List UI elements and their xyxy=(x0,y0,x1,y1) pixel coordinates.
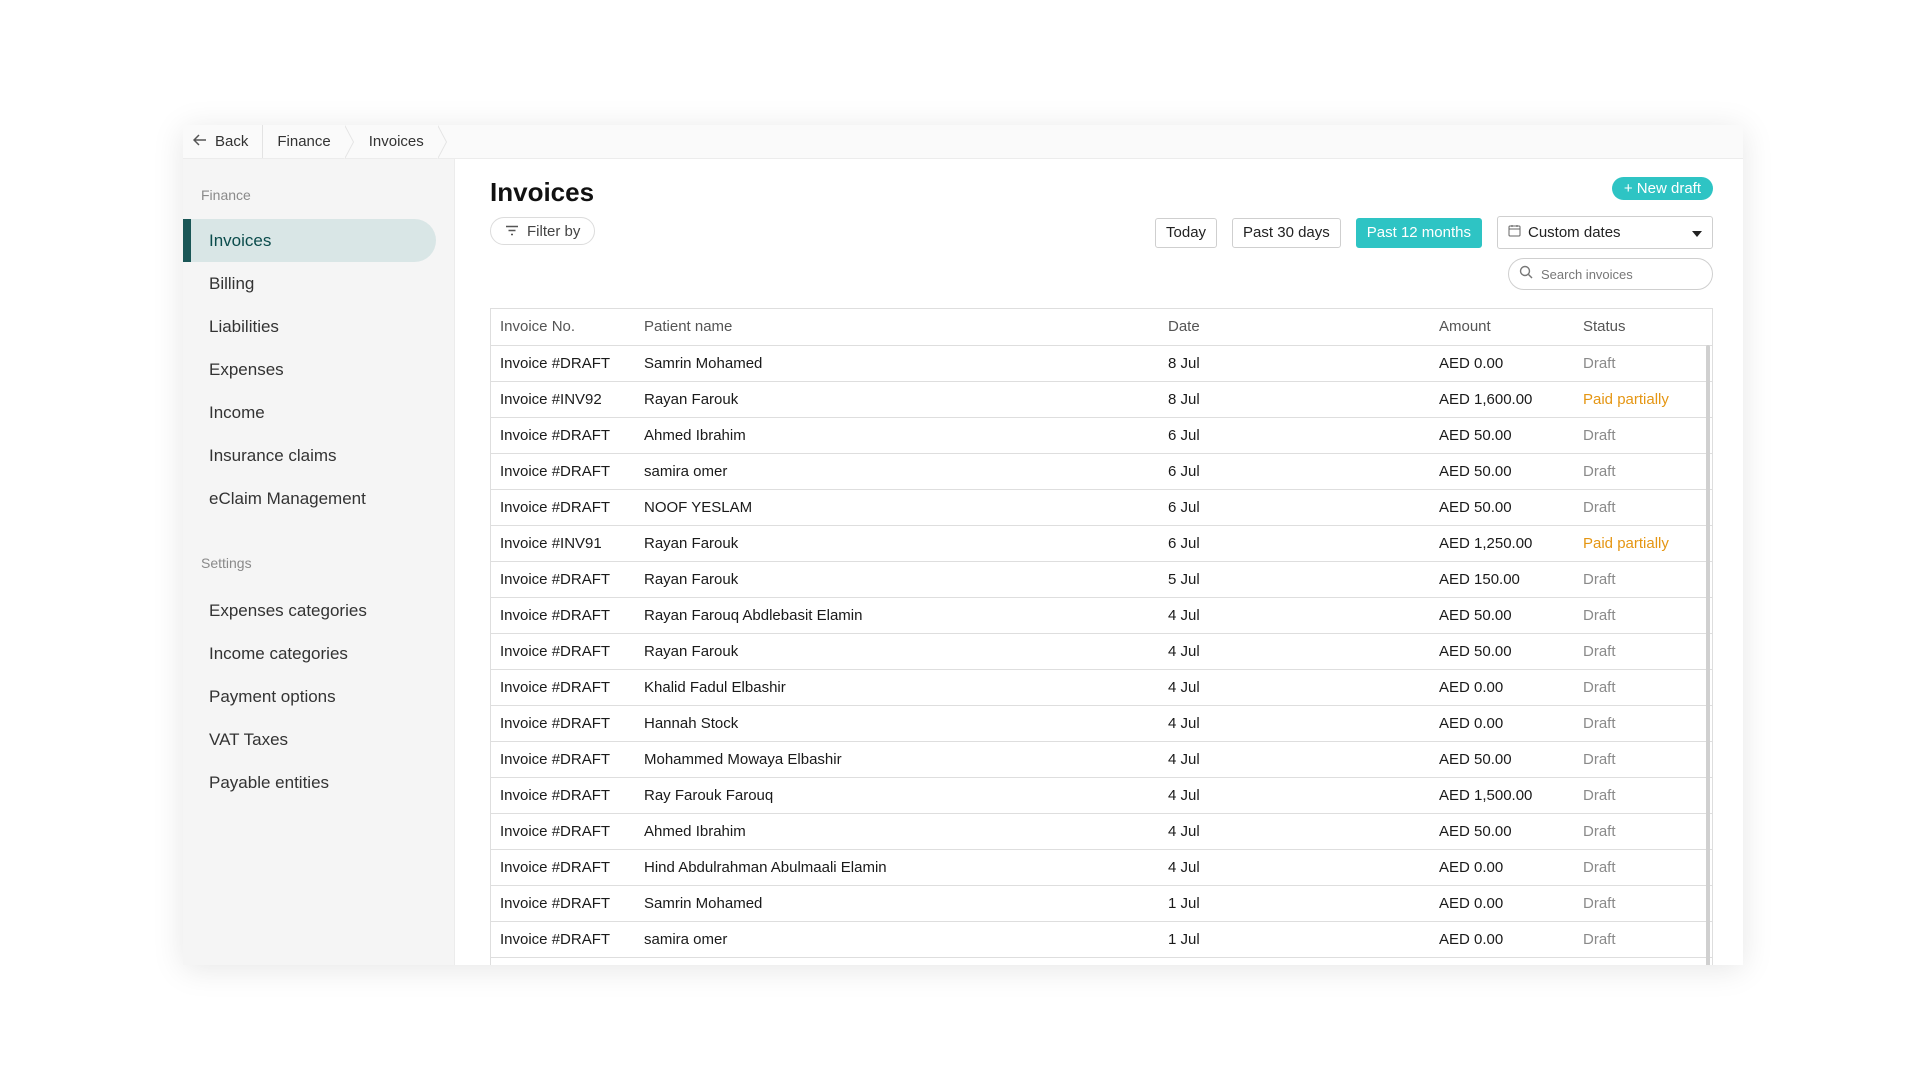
cell-date: 4 Jul xyxy=(1159,705,1430,741)
cell-patient-name: Rayan Farouk xyxy=(635,633,1159,669)
sidebar-section-settings: Settings xyxy=(201,555,252,571)
cell-amount: AED 0.00 xyxy=(1430,669,1574,705)
cell-invoice-no: Invoice #DRAFT xyxy=(491,849,635,885)
column-header-date[interactable]: Date xyxy=(1159,309,1430,345)
cell-invoice-no: Invoice #DRAFT xyxy=(491,669,635,705)
custom-dates-dropdown[interactable] xyxy=(1497,216,1713,249)
cell-amount: AED 50.00 xyxy=(1430,489,1574,525)
table-row[interactable] xyxy=(491,417,1712,453)
column-header-invoice-no[interactable]: Invoice No. xyxy=(491,309,635,345)
cell-patient-name: Ahmed Ibrahim xyxy=(635,417,1159,453)
cell-status: Draft xyxy=(1574,921,1712,957)
new-draft-button[interactable]: + New draft xyxy=(1612,177,1713,200)
filter-icon xyxy=(505,223,519,240)
breadcrumb-item-finance[interactable] xyxy=(263,125,344,158)
cell-patient-name: Samrin Mohamed xyxy=(635,345,1159,381)
cell-patient-name: Ray Farouk Farouq xyxy=(635,777,1159,813)
cell-amount: AED 0.00 xyxy=(1430,705,1574,741)
breadcrumb-label: Invoices xyxy=(368,133,424,150)
cell-amount: AED 50.00 xyxy=(1430,453,1574,489)
sidebar-item-income-categories[interactable]: Income categories xyxy=(209,643,348,663)
cell-date: 1 Jul xyxy=(1159,885,1430,921)
sidebar-item-income[interactable]: Income xyxy=(209,402,265,422)
app-window xyxy=(183,125,1743,965)
invoices-table xyxy=(490,308,1713,965)
search-box xyxy=(1508,258,1713,290)
date-filter-past-12-months[interactable]: Past 12 months xyxy=(1356,218,1482,248)
cell-invoice-no: Invoice #DRAFT xyxy=(491,633,635,669)
settings-nav xyxy=(183,589,454,804)
cell-invoice-no: Invoice #DRAFT xyxy=(491,741,635,777)
cell-invoice-no: Invoice #DRAFT xyxy=(491,561,635,597)
cell-status: Draft xyxy=(1574,597,1712,633)
cell-patient-name: Rayan Farouk xyxy=(635,561,1159,597)
table-body xyxy=(491,345,1712,957)
cell-amount: AED 50.00 xyxy=(1430,597,1574,633)
cell-status: Draft xyxy=(1574,489,1712,525)
cell-status: Draft xyxy=(1574,669,1712,705)
cell-invoice-no: Invoice #DRAFT xyxy=(491,885,635,921)
cell-invoice-no: Invoice #DRAFT xyxy=(491,705,635,741)
table-row[interactable] xyxy=(491,561,1712,597)
filter-by-button[interactable] xyxy=(490,217,595,245)
cell-amount: AED 1,500.00 xyxy=(1430,777,1574,813)
cell-status: Draft xyxy=(1574,777,1712,813)
sidebar-item-billing[interactable]: Billing xyxy=(209,273,255,293)
cell-status: Draft xyxy=(1574,705,1712,741)
breadcrumb-item-invoices[interactable] xyxy=(345,125,438,158)
cell-patient-name: Mohammed Mowaya Elbashir xyxy=(635,741,1159,777)
date-filter-past-30-days[interactable]: Past 30 days xyxy=(1232,218,1341,248)
cell-status: Draft xyxy=(1574,345,1712,381)
sidebar-item-invoices[interactable]: Invoices xyxy=(183,219,436,262)
cell-amount: AED 50.00 xyxy=(1430,741,1574,777)
sidebar-item-payment-options[interactable]: Payment options xyxy=(209,686,336,706)
search-input[interactable] xyxy=(1541,267,1691,282)
cell-patient-name: Rayan Farouk xyxy=(635,381,1159,417)
cell-status: Draft xyxy=(1574,849,1712,885)
table-row[interactable] xyxy=(491,705,1712,741)
cell-patient-name: Samrin Mohamed xyxy=(635,885,1159,921)
sidebar xyxy=(183,159,455,965)
cell-date: 1 Jul xyxy=(1159,921,1430,957)
table-row[interactable] xyxy=(491,381,1712,417)
cell-date: 4 Jul xyxy=(1159,813,1430,849)
cell-status: Draft xyxy=(1574,813,1712,849)
table-row[interactable] xyxy=(491,345,1712,381)
date-filter-today[interactable]: Today xyxy=(1155,218,1217,248)
cell-status: Draft xyxy=(1574,561,1712,597)
table-row[interactable] xyxy=(491,849,1712,885)
sidebar-item-expenses-categories[interactable]: Expenses categories xyxy=(209,600,367,620)
calendar-icon xyxy=(1508,224,1521,241)
sidebar-item-insurance-claims[interactable]: Insurance claims xyxy=(209,445,337,465)
cell-amount: AED 50.00 xyxy=(1430,813,1574,849)
cell-patient-name: samira omer xyxy=(635,453,1159,489)
table-row[interactable] xyxy=(491,885,1712,921)
breadcrumb-label: Finance xyxy=(277,133,331,150)
arrow-left-icon xyxy=(193,133,207,150)
cell-date: 6 Jul xyxy=(1159,453,1430,489)
cell-invoice-no: Invoice #DRAFT xyxy=(491,489,635,525)
column-header-status[interactable]: Status xyxy=(1574,309,1712,345)
cell-patient-name: Rayan Farouq Abdlebasit Elamin xyxy=(635,597,1159,633)
table-row[interactable] xyxy=(491,489,1712,525)
cell-amount: AED 50.00 xyxy=(1430,417,1574,453)
cell-invoice-no: Invoice #DRAFT xyxy=(491,597,635,633)
cell-patient-name: Khalid Fadul Elbashir xyxy=(635,669,1159,705)
cell-status: Paid partially xyxy=(1574,381,1712,417)
back-button[interactable] xyxy=(183,125,263,158)
page-title: Invoices xyxy=(490,177,595,207)
table-row[interactable] xyxy=(491,669,1712,705)
finance-nav xyxy=(183,219,454,520)
cell-amount: AED 0.00 xyxy=(1430,849,1574,885)
sidebar-item-payable-entities[interactable]: Payable entities xyxy=(209,772,330,792)
table-row[interactable] xyxy=(491,741,1712,777)
cell-date: 5 Jul xyxy=(1159,561,1430,597)
cell-status: Draft xyxy=(1574,741,1712,777)
cell-invoice-no: Invoice #DRAFT xyxy=(491,777,635,813)
cell-amount: AED 0.00 xyxy=(1430,921,1574,957)
cell-status: Draft xyxy=(1574,417,1712,453)
cell-status: Draft xyxy=(1574,453,1712,489)
cell-date: 4 Jul xyxy=(1159,741,1430,777)
cell-patient-name: Rayan Farouk xyxy=(635,525,1159,561)
table-header-row xyxy=(491,309,1712,345)
filter-label: Filter by xyxy=(527,222,581,240)
table-row[interactable] xyxy=(491,525,1712,561)
table-row[interactable] xyxy=(491,921,1712,957)
table-row[interactable] xyxy=(491,453,1712,489)
cell-patient-name: Hind Abdulrahman Abulmaali Elamin xyxy=(635,849,1159,885)
column-header-patient-name[interactable]: Patient name xyxy=(635,309,1159,345)
custom-dates-label: Custom dates xyxy=(1528,224,1621,241)
cell-patient-name: Ahmed Ibrahim xyxy=(635,813,1159,849)
cell-amount: AED 1,250.00 xyxy=(1430,525,1574,561)
cell-date: 4 Jul xyxy=(1159,633,1430,669)
main-content xyxy=(455,159,1743,965)
cell-amount: AED 50.00 xyxy=(1430,633,1574,669)
cell-invoice-no: Invoice #INV91 xyxy=(491,525,635,561)
cell-invoice-no: Invoice #DRAFT xyxy=(491,813,635,849)
back-label: Back xyxy=(215,133,249,150)
table-row[interactable] xyxy=(491,633,1712,669)
cell-invoice-no: Invoice #DRAFT xyxy=(491,417,635,453)
caret-down-icon xyxy=(1692,224,1702,241)
column-header-amount[interactable]: Amount xyxy=(1430,309,1574,345)
cell-invoice-no: Invoice #DRAFT xyxy=(491,453,635,489)
sidebar-section-finance: Finance xyxy=(201,187,251,203)
sidebar-item-eclaim-management[interactable]: eClaim Management xyxy=(209,488,366,508)
cell-date: 8 Jul xyxy=(1159,381,1430,417)
table-row[interactable] xyxy=(491,813,1712,849)
cell-status: Draft xyxy=(1574,885,1712,921)
cell-amount: AED 1,600.00 xyxy=(1430,381,1574,417)
sidebar-item-vat-taxes[interactable]: VAT Taxes xyxy=(209,729,289,749)
sidebar-item-liabilities[interactable]: Liabilities xyxy=(209,316,279,336)
cell-amount: AED 150.00 xyxy=(1430,561,1574,597)
cell-date: 4 Jul xyxy=(1159,777,1430,813)
sidebar-item-expenses[interactable]: Expenses xyxy=(209,359,284,379)
date-range-filters xyxy=(1155,216,1713,249)
cell-date: 6 Jul xyxy=(1159,489,1430,525)
cell-date: 6 Jul xyxy=(1159,525,1430,561)
cell-patient-name: samira omer xyxy=(635,921,1159,957)
cell-patient-name: NOOF YESLAM xyxy=(635,489,1159,525)
table-row[interactable] xyxy=(491,777,1712,813)
scrollbar[interactable] xyxy=(1706,345,1710,965)
breadcrumb xyxy=(183,125,1743,159)
cell-date: 4 Jul xyxy=(1159,849,1430,885)
cell-invoice-no: Invoice #DRAFT xyxy=(491,921,635,957)
cell-date: 4 Jul xyxy=(1159,597,1430,633)
cell-date: 4 Jul xyxy=(1159,669,1430,705)
cell-status: Draft xyxy=(1574,633,1712,669)
cell-date: 6 Jul xyxy=(1159,417,1430,453)
cell-status: Paid partially xyxy=(1574,525,1712,561)
cell-invoice-no: Invoice #DRAFT xyxy=(491,345,635,381)
search-icon xyxy=(1519,265,1533,284)
cell-amount: AED 0.00 xyxy=(1430,885,1574,921)
cell-date: 8 Jul xyxy=(1159,345,1430,381)
table-row[interactable] xyxy=(491,597,1712,633)
cell-invoice-no: Invoice #INV92 xyxy=(491,381,635,417)
cell-patient-name: Hannah Stock xyxy=(635,705,1159,741)
cell-amount: AED 0.00 xyxy=(1430,345,1574,381)
